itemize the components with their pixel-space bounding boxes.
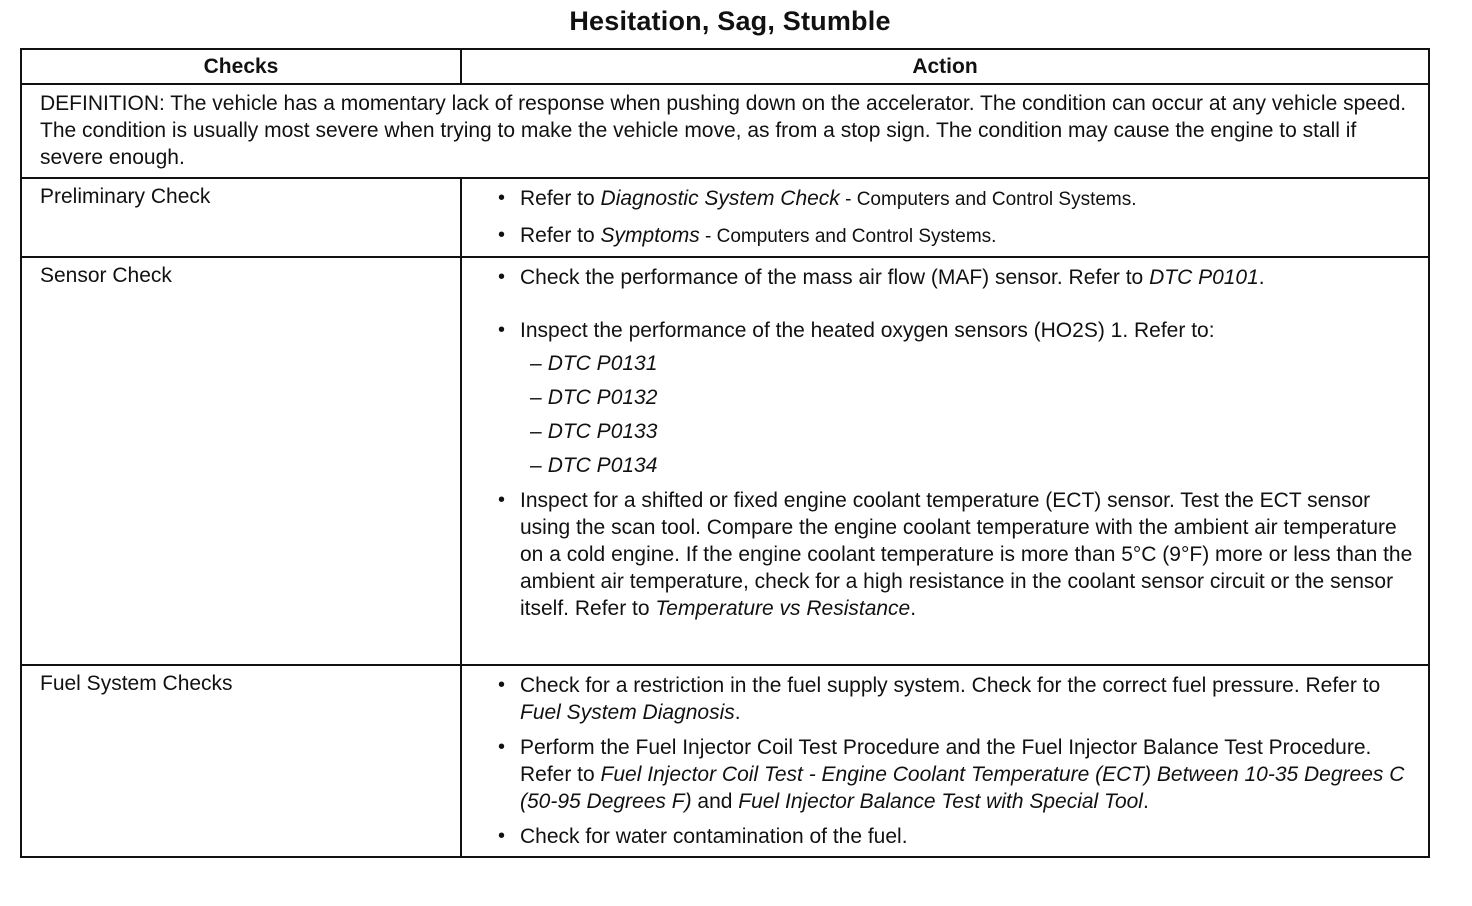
dtc-list — [520, 350, 1418, 479]
definition-text: DEFINITION: The vehicle has a momentary lack of response when pushing down on the accelerator. The condition can occur at any vehicle speed. The condition is usually most severe when trying to make the vehicle move, as from a stop sign. The condition may cause the engine to stall if severe enough. — [21, 84, 1429, 178]
reference-link: Fuel Injector Balance Test with Special Tool — [738, 790, 1143, 813]
fuel-check-label: Fuel System Checks — [21, 665, 461, 857]
list-item: • Refer to Diagnostic System Check - Computers and Control Systems. — [498, 185, 1418, 213]
list-item: • Inspect the performance of the heated oxygen sensors (HO2S) 1. Refer to: – DTC P0131 – DTC P0132 – DTC P0133 – DTC P0134 — [498, 317, 1418, 479]
table-row-fuel — [21, 665, 1429, 857]
reference-link: Fuel Injector Coil Test - Engine Coolant Temperature (ECT) Between 10-35 Degrees C (50-95 Degrees F) — [520, 763, 1405, 813]
dtc-item: – DTC P0134 — [530, 454, 658, 477]
action-header: Action — [461, 49, 1429, 84]
sensor-actions — [461, 257, 1429, 665]
reference-link: Symptoms — [600, 224, 700, 247]
diagnostic-table — [20, 48, 1430, 858]
dtc-item: – DTC P0133 — [530, 420, 658, 443]
table-row-preliminary — [21, 178, 1429, 257]
table-row-sensor — [21, 257, 1429, 665]
list-item: • Refer to Symptoms - Computers and Control Systems. — [498, 222, 1418, 250]
fuel-actions — [461, 665, 1429, 857]
preliminary-actions — [461, 178, 1429, 257]
page-title: Hesitation, Sag, Stumble — [569, 6, 891, 36]
reference-link: DTC P0101 — [1149, 266, 1259, 289]
reference-link: Fuel System Diagnosis — [520, 701, 735, 724]
reference-link: Temperature vs Resistance — [655, 597, 911, 620]
list-item: • Inspect for a shifted or fixed engine coolant temperature (ECT) sensor. Test the ECT sensor using the scan tool. Compare the engine coolant temperature with the ambient air temperature on a cold engine. If the engine coolant temperature is more than 5°C (9°F) more or less than the ambient air temperature, check for a high resistance in the coolant sensor circuit or the sensor itself. Refer to Temperature vs Resistance. — [498, 487, 1418, 622]
reference-link: Diagnostic System Check — [600, 187, 840, 210]
sensor-check-label: Sensor Check — [21, 257, 461, 665]
list-item: • Check for a restriction in the fuel supply system. Check for the correct fuel pressure. Refer to Fuel System Diagnosis. — [498, 672, 1418, 726]
list-item: • Check the performance of the mass air flow (MAF) sensor. Refer to DTC P0101. — [498, 264, 1418, 291]
header-row — [21, 49, 1429, 84]
dtc-item: – DTC P0132 — [530, 386, 658, 409]
definition-row — [21, 84, 1429, 178]
dtc-item: – DTC P0131 — [530, 352, 658, 375]
list-item: • Perform the Fuel Injector Coil Test Procedure and the Fuel Injector Balance Test Procedure. Refer to Fuel Injector Coil Test - Engine Coolant Temperature (ECT) Between 10-35 Degrees C (50-95 Degrees F) and Fuel Injector Balance Test with Special Tool. — [498, 734, 1418, 815]
checks-header: Checks — [21, 49, 461, 84]
list-item: • Check for water contamination of the fuel. — [498, 823, 1418, 850]
preliminary-check-label: Preliminary Check — [21, 178, 461, 257]
